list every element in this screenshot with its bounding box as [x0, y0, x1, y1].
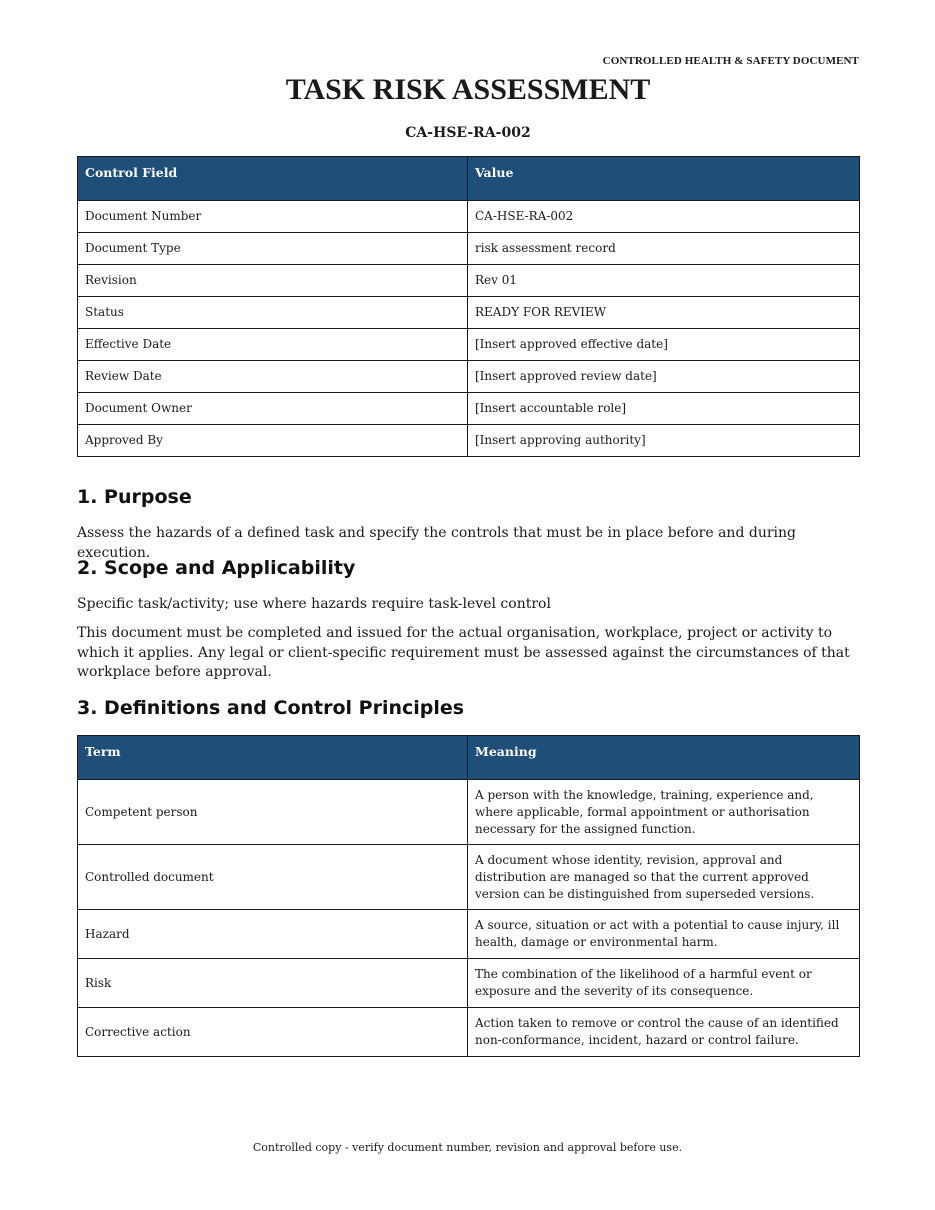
- document-classification-label: CONTROLLED HEALTH & SAFETY DOCUMENT: [602, 55, 859, 67]
- document-title: TASK RISK ASSESSMENT: [285, 73, 651, 106]
- term-cell: Risk: [78, 959, 468, 1008]
- meaning-cell: Action taken to remove or control the cause of an identified non-conformance, incident, hazard or control failure.: [468, 1008, 860, 1057]
- table-header-row: [78, 157, 860, 201]
- table-row: [78, 297, 860, 329]
- term-cell: Controlled document: [78, 845, 468, 910]
- definitions-table: [77, 735, 860, 1057]
- control-field-cell: Approved By: [78, 425, 468, 457]
- column-header-value: Value: [468, 157, 860, 201]
- purpose-text: Assess the hazards of a defined task and specify the controls that must be in place before and during execution.: [77, 525, 796, 561]
- table-row: [78, 265, 860, 297]
- meaning-cell: The combination of the likelihood of a harmful event or exposure and the severity of its consequence.: [468, 959, 860, 1008]
- table-row: [78, 780, 860, 845]
- control-value-cell: READY FOR REVIEW: [468, 297, 860, 329]
- term-cell: Hazard: [78, 910, 468, 959]
- table-header-row: [78, 736, 860, 780]
- table-row: [78, 201, 860, 233]
- column-header-control-field: Control Field: [78, 157, 468, 201]
- meaning-cell: A source, situation or act with a potential to cause injury, ill health, damage or environmental harm.: [468, 910, 860, 959]
- control-value-cell: [Insert accountable role]: [468, 393, 860, 425]
- control-field-cell: Review Date: [78, 361, 468, 393]
- control-field-cell: Revision: [78, 265, 468, 297]
- control-value-cell: [Insert approved effective date]: [468, 329, 860, 361]
- meaning-cell: A document whose identity, revision, approval and distribution are managed so that the current approved version can be distinguished from superseded versions.: [468, 845, 860, 910]
- table-row: [78, 959, 860, 1008]
- section-heading-purpose: 1. Purpose: [77, 486, 192, 508]
- column-header-meaning: Meaning: [468, 736, 860, 780]
- table-row: [78, 1008, 860, 1057]
- column-header-term: Term: [78, 736, 468, 780]
- control-field-cell: Document Number: [78, 201, 468, 233]
- section-heading-scope: 2. Scope and Applicability: [77, 557, 356, 579]
- section-heading-definitions: 3. Definitions and Control Principles: [77, 697, 465, 719]
- table-row: [78, 233, 860, 265]
- footer-note: Controlled copy - verify document number, revision and approval before use.: [252, 1141, 683, 1154]
- meaning-cell: A person with the knowledge, training, experience and, where applicable, formal appointment or authorisation necessary for the assigned function.: [468, 780, 860, 845]
- scope-applicability-text: This document must be completed and issued for the actual organisation, workplace, project or activity to which it applies. Any legal or client-specific requirement must be assessed against the circumstances of that workplace before approval.: [77, 625, 850, 680]
- control-value-cell: risk assessment record: [468, 233, 860, 265]
- control-field-cell: Document Type: [78, 233, 468, 265]
- control-field-cell: Document Owner: [78, 393, 468, 425]
- control-fields-table: [77, 156, 860, 457]
- control-value-cell: [Insert approving authority]: [468, 425, 860, 457]
- document-number: CA-HSE-RA-002: [405, 125, 531, 141]
- table-row: [78, 329, 860, 361]
- scope-summary-text: Specific task/activity; use where hazards require task-level control: [77, 596, 551, 612]
- control-value-cell: [Insert approved review date]: [468, 361, 860, 393]
- table-row: [78, 910, 860, 959]
- table-row: [78, 425, 860, 457]
- table-row: [78, 393, 860, 425]
- term-cell: Corrective action: [78, 1008, 468, 1057]
- control-value-cell: Rev 01: [468, 265, 860, 297]
- control-field-cell: Effective Date: [78, 329, 468, 361]
- control-field-cell: Status: [78, 297, 468, 329]
- table-row: [78, 361, 860, 393]
- term-cell: Competent person: [78, 780, 468, 845]
- control-value-cell: CA-HSE-RA-002: [468, 201, 860, 233]
- table-row: [78, 845, 860, 910]
